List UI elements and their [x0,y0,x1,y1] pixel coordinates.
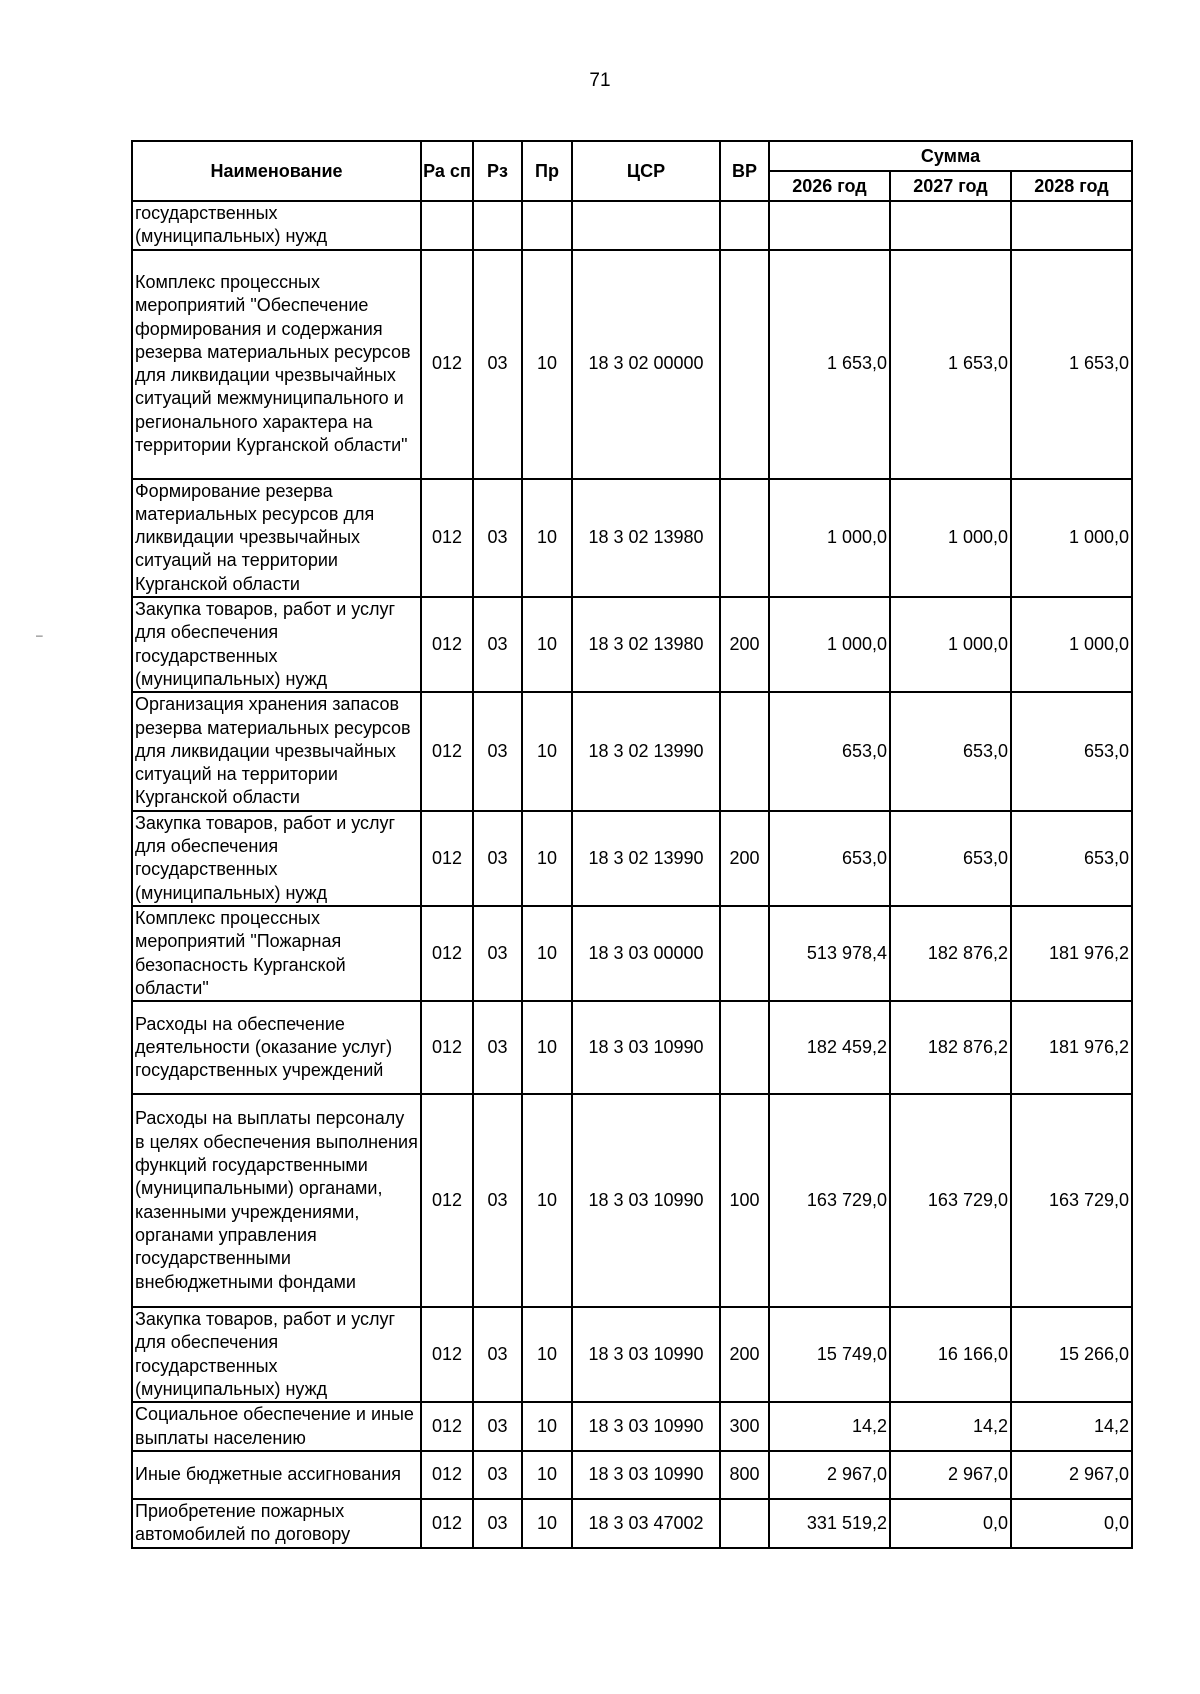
row-csr: 18 3 02 13980 [572,597,720,692]
row-sum-2028: 0,0 [1011,1499,1132,1548]
header-rasp: Ра сп [421,141,473,201]
row-vr: 200 [720,811,769,906]
row-rz: 03 [473,1402,522,1451]
table-row [132,906,1132,1001]
row-name: Закупка товаров, работ и услуг для обеспечения государственных (муниципальных) нужд [132,597,421,692]
row-vr [720,479,769,597]
row-csr: 18 3 03 10990 [572,1451,720,1499]
table-row [132,1001,1132,1094]
row-rasp: 012 [421,1451,473,1499]
row-vr: 800 [720,1451,769,1499]
row-name: Социальное обеспечение и иные выплаты населению [132,1402,421,1451]
row-csr: 18 3 03 10990 [572,1001,720,1094]
row-vr [720,906,769,1001]
row-csr: 18 3 03 47002 [572,1499,720,1548]
row-name: Организация хранения запасов резерва материальных ресурсов для ликвидации чрезвычайных ситуаций на территории Курганской области [132,692,421,810]
row-rz: 03 [473,597,522,692]
row-sum-2026: 653,0 [769,811,890,906]
row-rz: 03 [473,1094,522,1307]
row-name: Расходы на выплаты персоналу в целях обеспечения выполнения функций государственными (муниципальными) органами, казенными учреждениями, органами управления государственными внебюджетными фондами [132,1094,421,1307]
row-name: Иные бюджетные ассигнования [132,1451,421,1499]
row-sum-2028: 15 266,0 [1011,1307,1132,1402]
row-rz: 03 [473,1307,522,1402]
row-sum-2026: 1 653,0 [769,250,890,479]
table-row [132,479,1132,597]
row-name: Комплекс процессных мероприятий "Пожарная безопасность Курганской области" [132,906,421,1001]
row-csr: 18 3 02 13990 [572,692,720,810]
row-csr: 18 3 03 10990 [572,1307,720,1402]
row-pr: 10 [522,906,572,1001]
row-pr: 10 [522,1001,572,1094]
row-pr: 10 [522,1307,572,1402]
row-rasp: 012 [421,1402,473,1451]
row-sum-2028: 163 729,0 [1011,1094,1132,1307]
header-sum: Сумма [769,141,1132,171]
row-sum-2028: 1 000,0 [1011,597,1132,692]
row-sum-2026: 15 749,0 [769,1307,890,1402]
row-rasp: 012 [421,1307,473,1402]
row-csr [572,201,720,250]
row-pr: 10 [522,597,572,692]
row-rasp: 012 [421,1094,473,1307]
row-vr: 100 [720,1094,769,1307]
row-sum-2028: 2 967,0 [1011,1451,1132,1499]
row-pr [522,201,572,250]
row-name: Закупка товаров, работ и услуг для обеспечения государственных (муниципальных) нужд [132,811,421,906]
row-sum-2027: 182 876,2 [890,1001,1011,1094]
table-body [132,201,1132,1548]
budget-table [131,140,1133,1549]
row-vr [720,250,769,479]
row-rz: 03 [473,811,522,906]
row-sum-2028: 653,0 [1011,811,1132,906]
row-pr: 10 [522,1402,572,1451]
row-sum-2026: 163 729,0 [769,1094,890,1307]
table-row [132,1307,1132,1402]
row-sum-2027: 0,0 [890,1499,1011,1548]
row-name: Закупка товаров, работ и услуг для обеспечения государственных (муниципальных) нужд [132,1307,421,1402]
header-name: Наименование [132,141,421,201]
row-rasp: 012 [421,250,473,479]
row-pr: 10 [522,692,572,810]
row-name: Приобретение пожарных автомобилей по договору [132,1499,421,1548]
row-rasp: 012 [421,1001,473,1094]
row-rasp: 012 [421,906,473,1001]
row-name: Формирование резерва материальных ресурсов для ликвидации чрезвычайных ситуаций на территории Курганской области [132,479,421,597]
row-vr [720,1499,769,1548]
table-row [132,597,1132,692]
table-row [132,1402,1132,1451]
row-csr: 18 3 02 13980 [572,479,720,597]
row-sum-2028: 181 976,2 [1011,906,1132,1001]
row-pr: 10 [522,1094,572,1307]
row-vr [720,201,769,250]
row-sum-2026: 1 000,0 [769,479,890,597]
page-number: 71 [589,70,611,91]
row-csr: 18 3 02 13990 [572,811,720,906]
row-pr: 10 [522,1451,572,1499]
row-sum-2027: 653,0 [890,811,1011,906]
row-rasp: 012 [421,811,473,906]
table-row [132,1094,1132,1307]
header-rz: Рз [473,141,522,201]
row-csr: 18 3 03 10990 [572,1402,720,1451]
row-vr: 300 [720,1402,769,1451]
row-sum-2027: 1 000,0 [890,479,1011,597]
table-row [132,201,1132,250]
row-sum-2028: 1 653,0 [1011,250,1132,479]
row-rz: 03 [473,250,522,479]
header-pr: Пр [522,141,572,201]
row-rz: 03 [473,906,522,1001]
header-vr: ВР [720,141,769,201]
row-pr: 10 [522,811,572,906]
scan-speck: – [36,628,43,642]
row-sum-2027: 163 729,0 [890,1094,1011,1307]
row-rasp [421,201,473,250]
row-sum-2026: 513 978,4 [769,906,890,1001]
row-sum-2028: 1 000,0 [1011,479,1132,597]
row-sum-2027 [890,201,1011,250]
row-csr: 18 3 03 10990 [572,1094,720,1307]
row-rasp: 012 [421,479,473,597]
row-rz: 03 [473,692,522,810]
row-rz [473,201,522,250]
row-rz: 03 [473,1499,522,1548]
row-pr: 10 [522,1499,572,1548]
row-sum-2027: 2 967,0 [890,1451,1011,1499]
row-pr: 10 [522,250,572,479]
row-csr: 18 3 02 00000 [572,250,720,479]
row-sum-2027: 1 653,0 [890,250,1011,479]
row-vr: 200 [720,1307,769,1402]
row-rasp: 012 [421,692,473,810]
row-vr [720,1001,769,1094]
header-year-2027: 2027 год [890,171,1011,201]
row-sum-2027: 16 166,0 [890,1307,1011,1402]
row-sum-2027: 14,2 [890,1402,1011,1451]
row-name: государственных (муниципальных) нужд [132,201,421,250]
row-sum-2026 [769,201,890,250]
table-row [132,250,1132,479]
row-sum-2026: 182 459,2 [769,1001,890,1094]
row-csr: 18 3 03 00000 [572,906,720,1001]
row-rasp: 012 [421,1499,473,1548]
row-sum-2026: 14,2 [769,1402,890,1451]
row-sum-2028: 14,2 [1011,1402,1132,1451]
row-rz: 03 [473,479,522,597]
table-row [132,1499,1132,1548]
row-sum-2026: 653,0 [769,692,890,810]
row-sum-2028 [1011,201,1132,250]
row-rz: 03 [473,1451,522,1499]
row-rasp: 012 [421,597,473,692]
header-year-2026: 2026 год [769,171,890,201]
row-sum-2027: 653,0 [890,692,1011,810]
header-csr: ЦСР [572,141,720,201]
row-sum-2028: 181 976,2 [1011,1001,1132,1094]
row-vr [720,692,769,810]
row-sum-2027: 1 000,0 [890,597,1011,692]
table-row [132,1451,1132,1499]
row-sum-2028: 653,0 [1011,692,1132,810]
row-sum-2026: 2 967,0 [769,1451,890,1499]
row-sum-2027: 182 876,2 [890,906,1011,1001]
row-pr: 10 [522,479,572,597]
table-row [132,811,1132,906]
row-sum-2026: 331 519,2 [769,1499,890,1548]
row-sum-2026: 1 000,0 [769,597,890,692]
header-year-2028: 2028 год [1011,171,1132,201]
row-name: Расходы на обеспечение деятельности (оказание услуг) государственных учреждений [132,1001,421,1094]
row-name: Комплекс процессных мероприятий "Обеспечение формирования и содержания резерва материальных ресурсов для ликвидации чрезвычайных ситуаций межмуниципального и регионального характера на территории Курганской области" [132,250,421,479]
row-vr: 200 [720,597,769,692]
table-row [132,692,1132,810]
row-rz: 03 [473,1001,522,1094]
